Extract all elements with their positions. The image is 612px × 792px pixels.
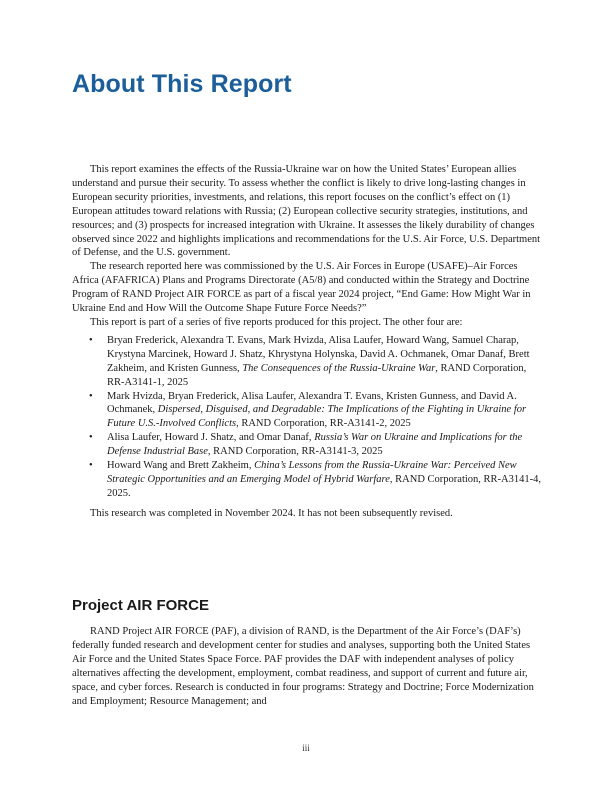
paf-paragraph-1: RAND Project AIR FORCE (PAF), a division of RAND, is the Department of the Air Force’s (DAF’s) federally funded research and development center for studies and analyses, supporting both the United States Air Force and the United States Space Force. PAF provides the DAF with independent analyses of policy alternatives affecting the development, employment, combat readiness, and support of current and future air, space, and cyber forces. Research is conducted in four programs: Strategy and Doctrine; Force Modernization and Employment; Resource Management; and	[72, 626, 534, 707]
list-item	[107, 390, 542, 432]
intro-paragraph-2: The research reported here was commissioned by the U.S. Air Forces in Europe (USAFE)–Air Forces Africa (AFAFRICA) Plans and Programs Directorate (A5/8) and conducted within the Strategy and Doctrine Program of RAND Project AIR FORCE as part of a fiscal year 2024 project, “End Game: How Might War in Ukraine End and How Will the Outcome Shape Future Force Needs?”	[72, 261, 531, 315]
report-authors: Alisa Laufer, Howard J. Shatz, and Omar Danaf,	[107, 432, 315, 444]
list-item	[107, 459, 542, 501]
report-authors: Howard Wang and Brett Zakheim,	[107, 460, 255, 472]
report-authors: Bryan Frederick, Alexandra T. Evans, Mark Hvizda, Alisa Laufer, Howard Wang, Samuel Charap, Krystyna Marcinek, Howard J. Shatz, Khrystyna Holynska, David A. Ochmanek, Omar Danaf, Brett Zakheim, and Kristen Gunness,	[107, 334, 530, 374]
completion-note: This research was completed in November 2024. It has not been subsequently revised.	[90, 507, 453, 519]
related-reports-list	[72, 334, 542, 501]
list-item	[107, 334, 542, 390]
report-authors: Mark Hvizda, Bryan Frederick, Alisa Laufer, Alexandra T. Evans, Kristen Gunness, and David A. Ochmanek,	[107, 390, 517, 416]
report-publisher: , RAND Corporation, RR-A3141-1, 2025	[107, 362, 527, 388]
intro-paragraph-3: This report is part of a series of five reports produced for this project. The other four are:	[90, 316, 463, 328]
report-publisher: , RAND Corporation, RR-A3141-2, 2025	[236, 418, 411, 430]
intro-paragraph-1: This report examines the effects of the Russia-Ukraine war on how the United States’ European allies understand and pursue their security. To assess whether the conflict is likely to drive long-lasting changes in European security priorities, investments, and relations, this report focuses on the conflict’s effect on (1) European attitudes toward relations with Russia; (2) European collective security strategies, institutions, and resources; and (3) prospects for increased integration with Ukraine. It assesses the likely durability of changes observed since 2022 and highlights implications and recommendations for the U.S. Air Force, U.S. Department of Defense, and the U.S. government.	[72, 164, 541, 259]
page-number: iii	[302, 743, 310, 753]
list-item	[107, 431, 542, 459]
report-publisher: , RAND Corporation, RR-A3141-3, 2025	[207, 446, 383, 458]
section-heading-paf: Project AIR FORCE	[72, 597, 209, 614]
report-title: China’s Lessons from the Russia-Ukraine War: Perceived New Strategic Opportunities and an Emerging Model of Hybrid Warfare	[107, 460, 517, 485]
report-publisher: , RAND Corporation, RR-A3141-4, 2025.	[107, 473, 541, 499]
paf-section-body	[72, 625, 542, 708]
report-title: The Consequences of the Russia-Ukraine War	[242, 362, 436, 374]
report-title: Russia’s War on Ukraine and Implications for the Defense Industrial Base	[107, 432, 523, 458]
report-title: Dispersed, Disguised, and Degradable: The Implications of the Fighting in Ukraine for Future U.S.-Involved Conflicts	[107, 404, 527, 430]
report-body	[72, 163, 542, 521]
page-title: About This Report	[72, 70, 292, 98]
